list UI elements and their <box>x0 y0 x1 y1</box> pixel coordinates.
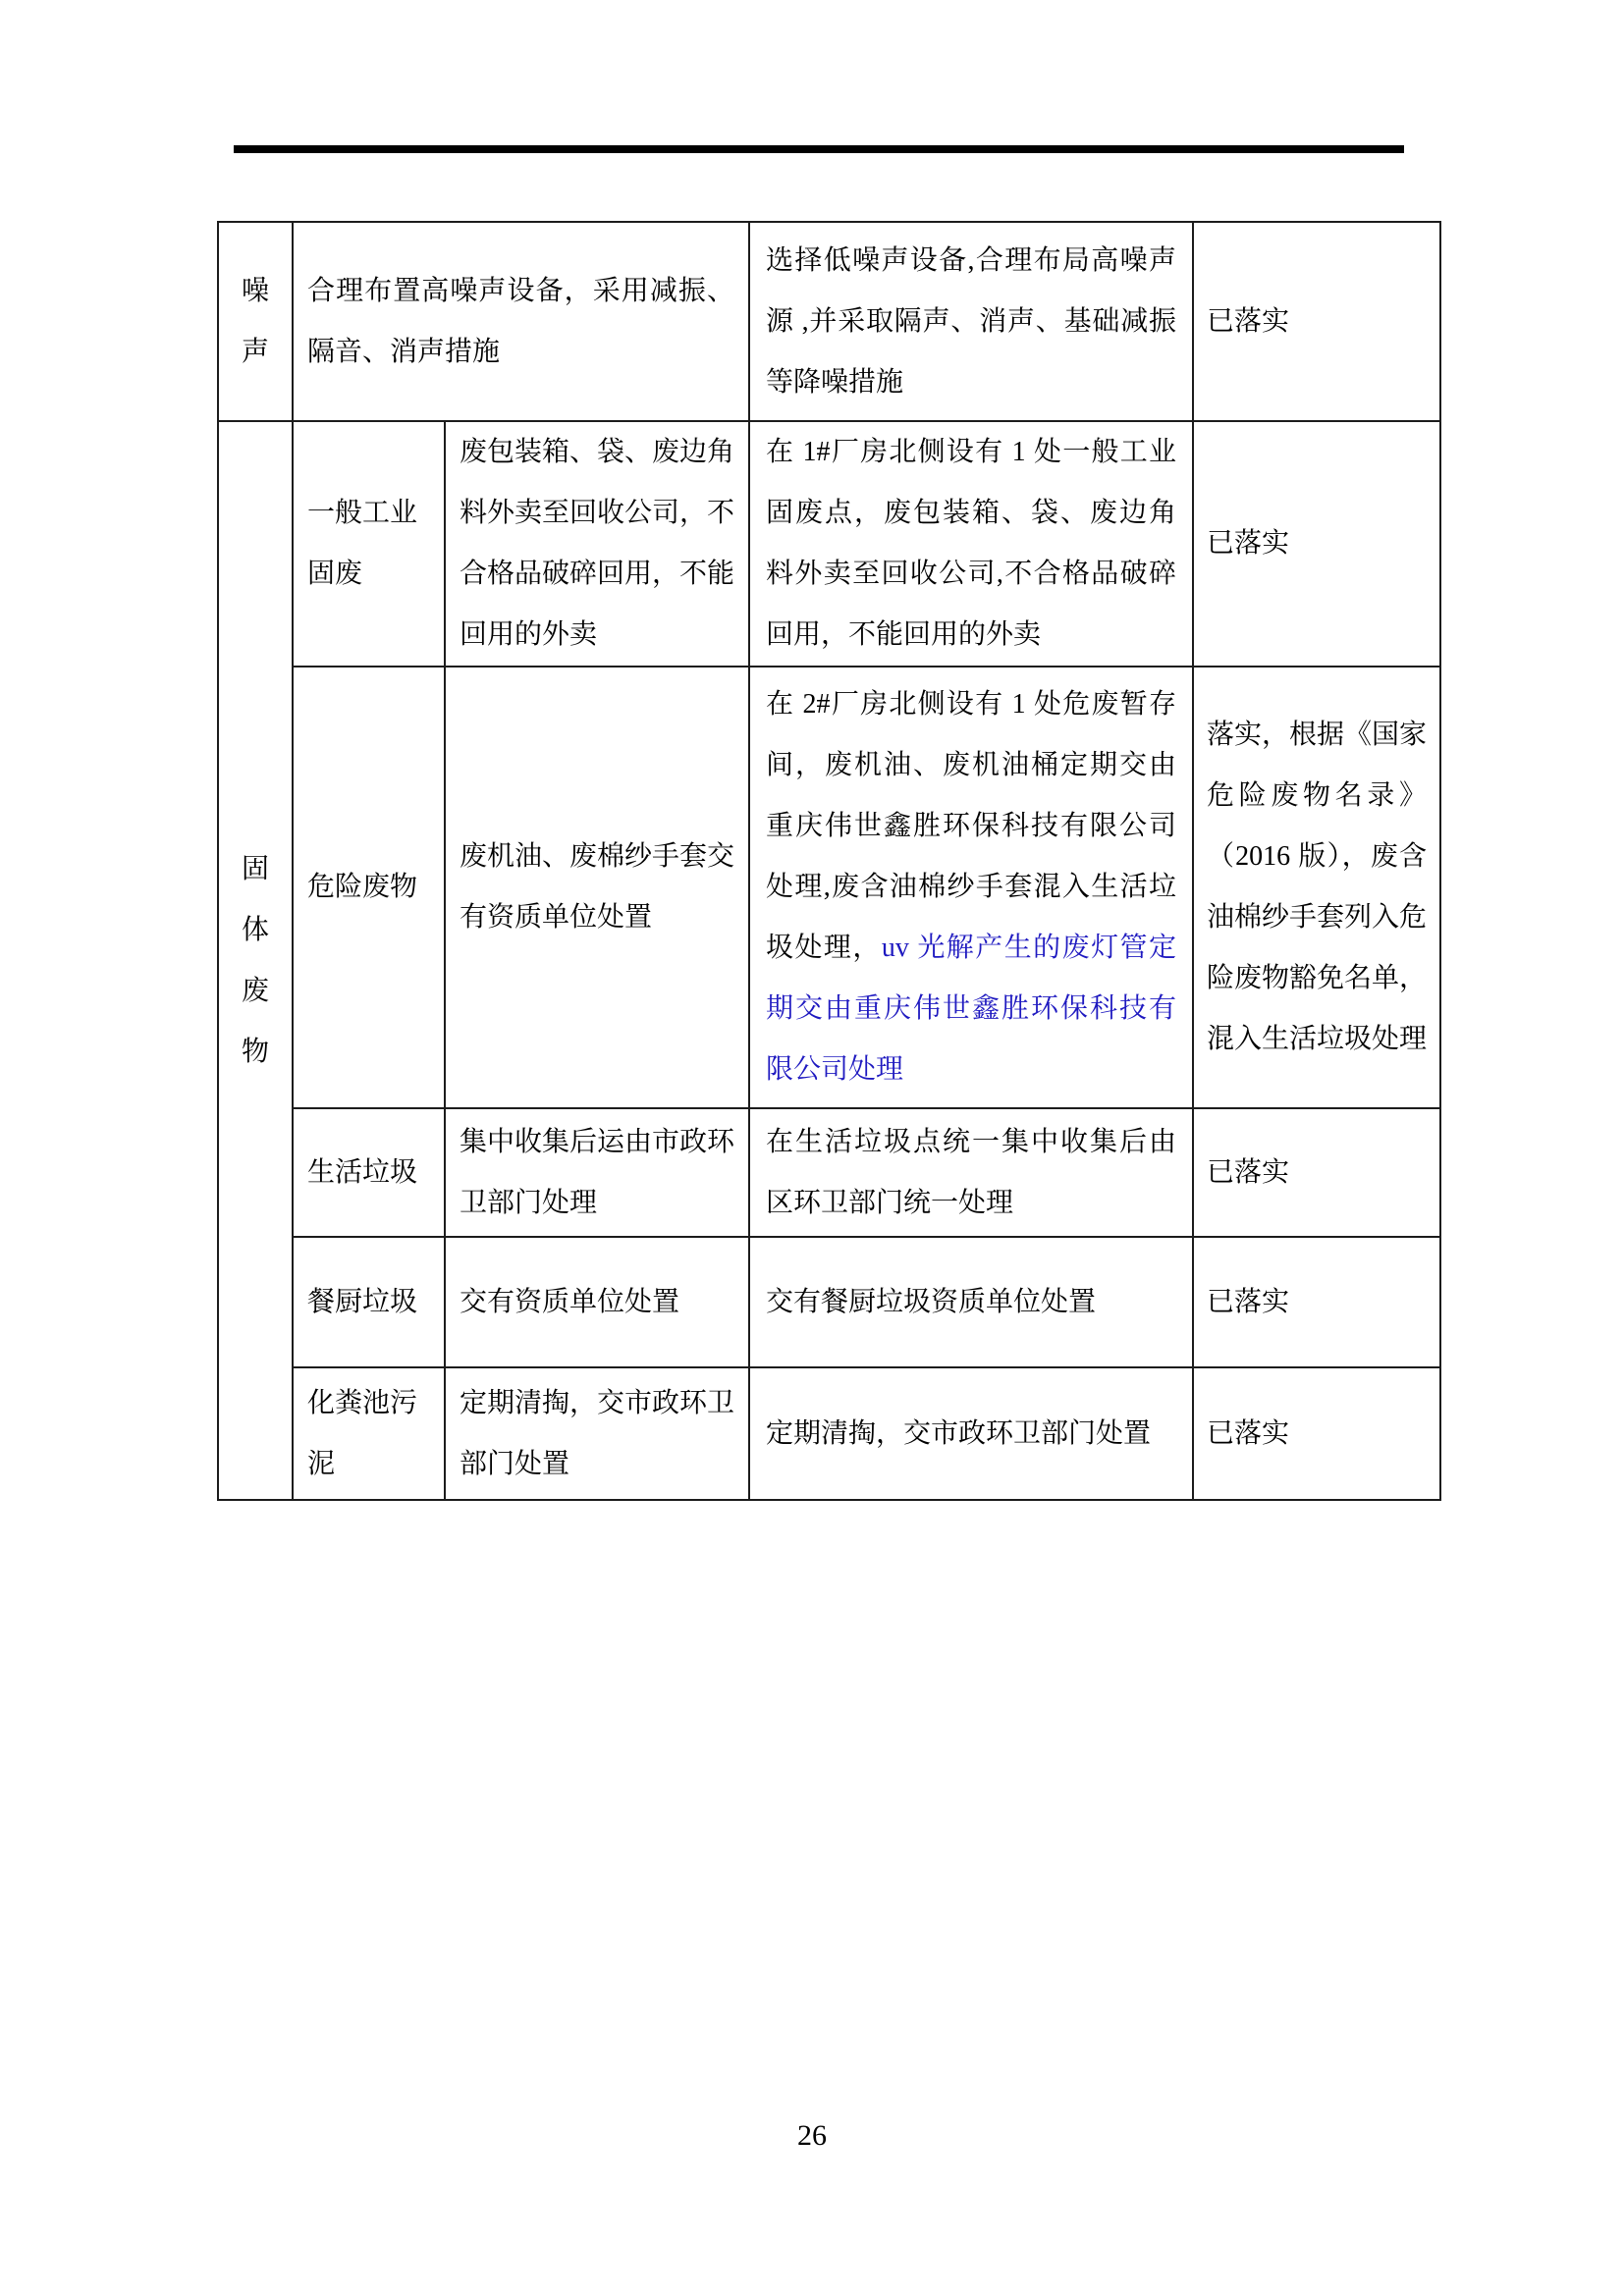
cell-noise-status: 已落实 <box>1193 222 1440 421</box>
table-row-hazardous-waste <box>218 667 1440 1108</box>
cell-septic-sludge-actual: 定期清掏，交市政环卫部门处置 <box>749 1367 1193 1500</box>
cell-general-waste-requirement: 废包装箱、袋、废边角料外卖至回收公司，不合格品破碎回用，不能回用的外卖 <box>445 421 749 667</box>
table-row-noise <box>218 222 1440 421</box>
cell-septic-sludge-requirement: 定期清掏，交市政环卫部门处置 <box>445 1367 749 1500</box>
cell-septic-sludge-status: 已落实 <box>1193 1367 1440 1500</box>
cell-kitchen-waste-requirement: 交有资质单位处置 <box>445 1237 749 1367</box>
cell-noise-requirement: 合理布置高噪声设备，采用减振、隔音、消声措施 <box>293 222 749 421</box>
hazardous-actual-highlight-text: uv 光解产生的废灯管定期交由重庆伟世鑫胜环保科技有限公司处理 <box>766 933 1177 1085</box>
cell-hazardous-waste-type: 危险废物 <box>293 667 445 1108</box>
table-row-domestic-garbage <box>218 1108 1440 1237</box>
cell-general-waste-type: 一般工业固废 <box>293 421 445 667</box>
cell-septic-sludge-type: 化粪池污泥 <box>293 1367 445 1500</box>
header-rule <box>234 145 1404 153</box>
ep-measures-table <box>217 221 1441 1501</box>
cell-hazardous-waste-actual <box>749 667 1193 1108</box>
cell-noise-category: 噪声 <box>218 222 293 421</box>
cell-domestic-garbage-actual: 在生活垃圾点统一集中收集后由区环卫部门统一处理 <box>749 1108 1193 1237</box>
cell-kitchen-waste-type: 餐厨垃圾 <box>293 1237 445 1367</box>
cell-domestic-garbage-status: 已落实 <box>1193 1108 1440 1237</box>
cell-noise-actual: 选择低噪声设备,合理布局高噪声源 ,并采取隔声、消声、基础减振等降噪措施 <box>749 222 1193 421</box>
hazardous-actual-plain-text: 在 2#厂房北侧设有 1 处危废暂存间，废机油、废机油桶定期交由重庆伟世鑫胜环保科技有限公司处理,废含油棉纱手套混入生活垃圾处理， <box>766 689 1177 963</box>
cell-kitchen-waste-status: 已落实 <box>1193 1237 1440 1367</box>
cell-domestic-garbage-requirement: 集中收集后运由市政环卫部门处理 <box>445 1108 749 1237</box>
cell-general-waste-status: 已落实 <box>1193 421 1440 667</box>
table-row-septic-sludge <box>218 1367 1440 1500</box>
table-row-general-industrial-waste <box>218 421 1440 667</box>
cell-hazardous-waste-requirement: 废机油、废棉纱手套交有资质单位处置 <box>445 667 749 1108</box>
table-row-kitchen-waste <box>218 1237 1440 1367</box>
cell-hazardous-waste-status: 落实，根据《国家危险废物名录》（2016 版），废含油棉纱手套列入危险废物豁免名单，混入生活垃圾处理 <box>1193 667 1440 1108</box>
cell-general-waste-actual: 在 1#厂房北侧设有 1 处一般工业固废点，废包装箱、袋、废边角料外卖至回收公司,不合格品破碎回用，不能回用的外卖 <box>749 421 1193 667</box>
cell-solid-waste-category: 固体废物 <box>218 421 293 1500</box>
cell-domestic-garbage-type: 生活垃圾 <box>293 1108 445 1237</box>
cell-kitchen-waste-actual: 交有餐厨垃圾资质单位处置 <box>749 1237 1193 1367</box>
page-number: 26 <box>797 2119 827 2152</box>
